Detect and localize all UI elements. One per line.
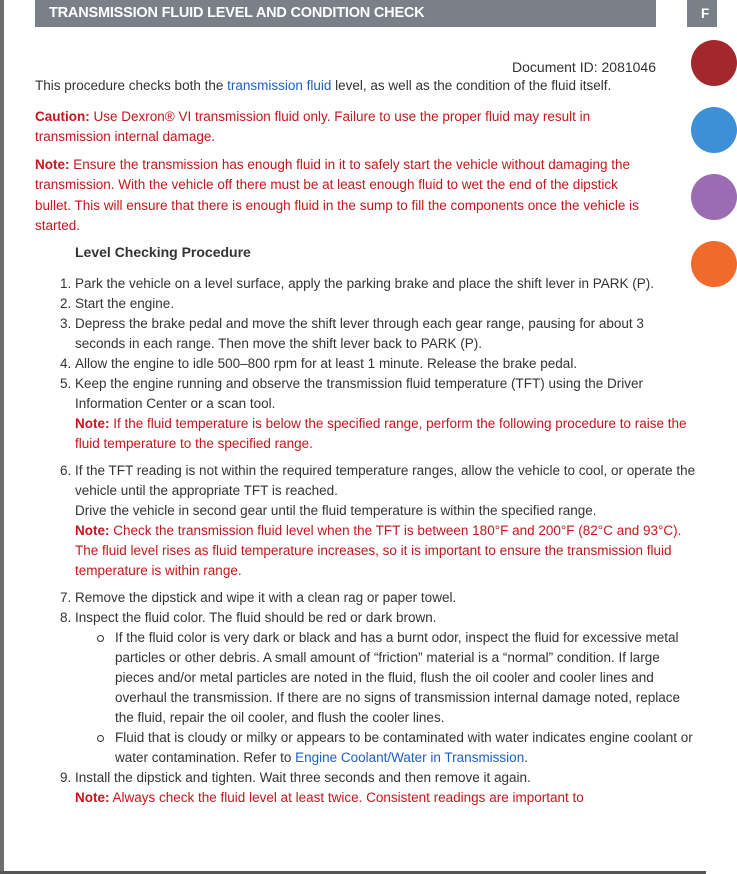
step-text: Depress the brake pedal and move the shift lever through each gear range, pausing for about 3 seconds in each range. Then move the shift lever back to PARK (P). — [75, 316, 644, 351]
left-border — [0, 0, 4, 874]
step-3 — [60, 314, 697, 354]
right-side-panel — [687, 0, 717, 874]
step-text: Inspect the fluid color. The fluid should be red or dark brown. — [75, 610, 437, 625]
note-paragraph — [35, 155, 657, 236]
step-number: 3. — [60, 316, 72, 331]
step-note — [75, 521, 697, 581]
transmission-fluid-link[interactable]: transmission fluid — [227, 78, 332, 93]
step-6 — [60, 461, 697, 588]
page-title: TRANSMISSION FLUID LEVEL AND CONDITION CHECK — [35, 0, 656, 27]
bullet-text: Fluid that is cloudy or milky or appears to be contaminated with water indicates engine coolant or water contamination. Refer to — [115, 730, 693, 765]
bullet-circle-icon — [97, 735, 104, 742]
section-title: Level Checking Procedure — [75, 244, 251, 260]
step-note-label: Note: — [75, 523, 110, 538]
bullet-text: If the fluid color is very dark or black and has a burnt odor, inspect the fluid for excessive metal particles or other debris. A small amount of “friction” material is a “normal” condition. If large pieces and/or metal particles are noted in the fluid, flush the oil cooler and cooler lines and overhaul the transmission. If there are no signs of transmission internal damage noted, replace the fluid, repair the oil cooler, and flush the cooler lines. — [115, 630, 681, 725]
bullet-text-after: . — [524, 750, 528, 765]
step-2 — [60, 294, 697, 314]
step-note — [75, 788, 697, 808]
step-text: Start the engine. — [75, 296, 175, 311]
share-circle-button[interactable] — [691, 40, 737, 86]
bullet-item — [115, 728, 697, 768]
step-note-label: Note: — [75, 416, 110, 431]
step-text: Keep the engine running and observe the transmission fluid temperature (TFT) using the Driver Information Center or a scan tool. — [75, 376, 644, 411]
bullet-item — [115, 628, 697, 728]
step-note-text: If the fluid temperature is below the specified range, perform the following procedure to raise the fluid temperature to the specified range. — [75, 416, 687, 451]
step-text: Park the vehicle on a level surface, apply the parking brake and place the shift lever in PARK (P). — [75, 276, 655, 291]
step-1 — [60, 274, 697, 294]
caution-text: Use Dexron® VI transmission fluid only. Failure to use the proper fluid may result in transmission internal damage. — [35, 109, 591, 145]
step-note-text: Check the transmission fluid level when the TFT is between 180°F and 200°F (82°C and 93°C). The fluid level rises as fluid temperature increases, so it is important to ensure the transmission fluid temperature is within range. — [75, 523, 682, 578]
step-7 — [60, 588, 697, 608]
step-5 — [60, 374, 697, 461]
engine-coolant-link[interactable]: Engine Coolant/Water in Transmission — [295, 750, 525, 765]
step-number: 2. — [60, 296, 72, 311]
intro-paragraph — [35, 76, 657, 96]
step-text: If the TFT reading is not within the required temperature ranges, allow the vehicle to cool, or operate the vehicle until the appropriate TFT is reached. — [75, 463, 696, 498]
step-note-label: Note: — [75, 790, 110, 805]
step-note — [75, 414, 697, 454]
share-circle-button[interactable] — [691, 174, 737, 220]
step-9 — [60, 768, 697, 808]
bullet-circle-icon — [97, 635, 104, 642]
step-number: 6. — [60, 463, 72, 478]
note-text: Ensure the transmission has enough fluid in it to safely start the vehicle without damaging the transmission. With the vehicle off there must be at least enough fluid to wet the end of the dipstick bullet. This will ensure that there is enough fluid in the sump to fill the components once the vehicle is started. — [35, 157, 639, 233]
right-panel-header: F — [687, 0, 717, 27]
intro-text-after: level, as well as the condition of the fluid itself. — [331, 78, 612, 93]
step-4 — [60, 354, 697, 374]
step-text: Remove the dipstick and wipe it with a clean rag or paper towel. — [75, 590, 457, 605]
step-text: Install the dipstick and tighten. Wait three seconds and then remove it again. — [75, 770, 531, 785]
document-id: Document ID: 2081046 — [512, 59, 656, 75]
procedure-steps — [35, 274, 697, 808]
share-circle-button[interactable] — [691, 241, 737, 287]
step-number: 4. — [60, 356, 72, 371]
sub-bullets — [75, 628, 697, 768]
share-circle-button[interactable] — [691, 107, 737, 153]
step-number: 9. — [60, 770, 72, 785]
step-8 — [60, 608, 697, 768]
step-number: 1. — [60, 276, 72, 291]
caution-paragraph — [35, 107, 657, 148]
step-number: 7. — [60, 590, 72, 605]
note-label: Note: — [35, 157, 70, 172]
caution-label: Caution: — [35, 109, 90, 124]
intro-text-before: This procedure checks both the — [35, 78, 228, 93]
step-text: Allow the engine to idle 500–800 rpm for at least 1 minute. Release the brake pedal. — [75, 356, 578, 371]
step-number: 8. — [60, 610, 72, 625]
step-note-text: Always check the fluid level at least twice. Consistent readings are important to — [109, 790, 584, 805]
step-text-secondary: Drive the vehicle in second gear until the fluid temperature is within the specified range. — [75, 503, 597, 518]
step-number: 5. — [60, 376, 72, 391]
